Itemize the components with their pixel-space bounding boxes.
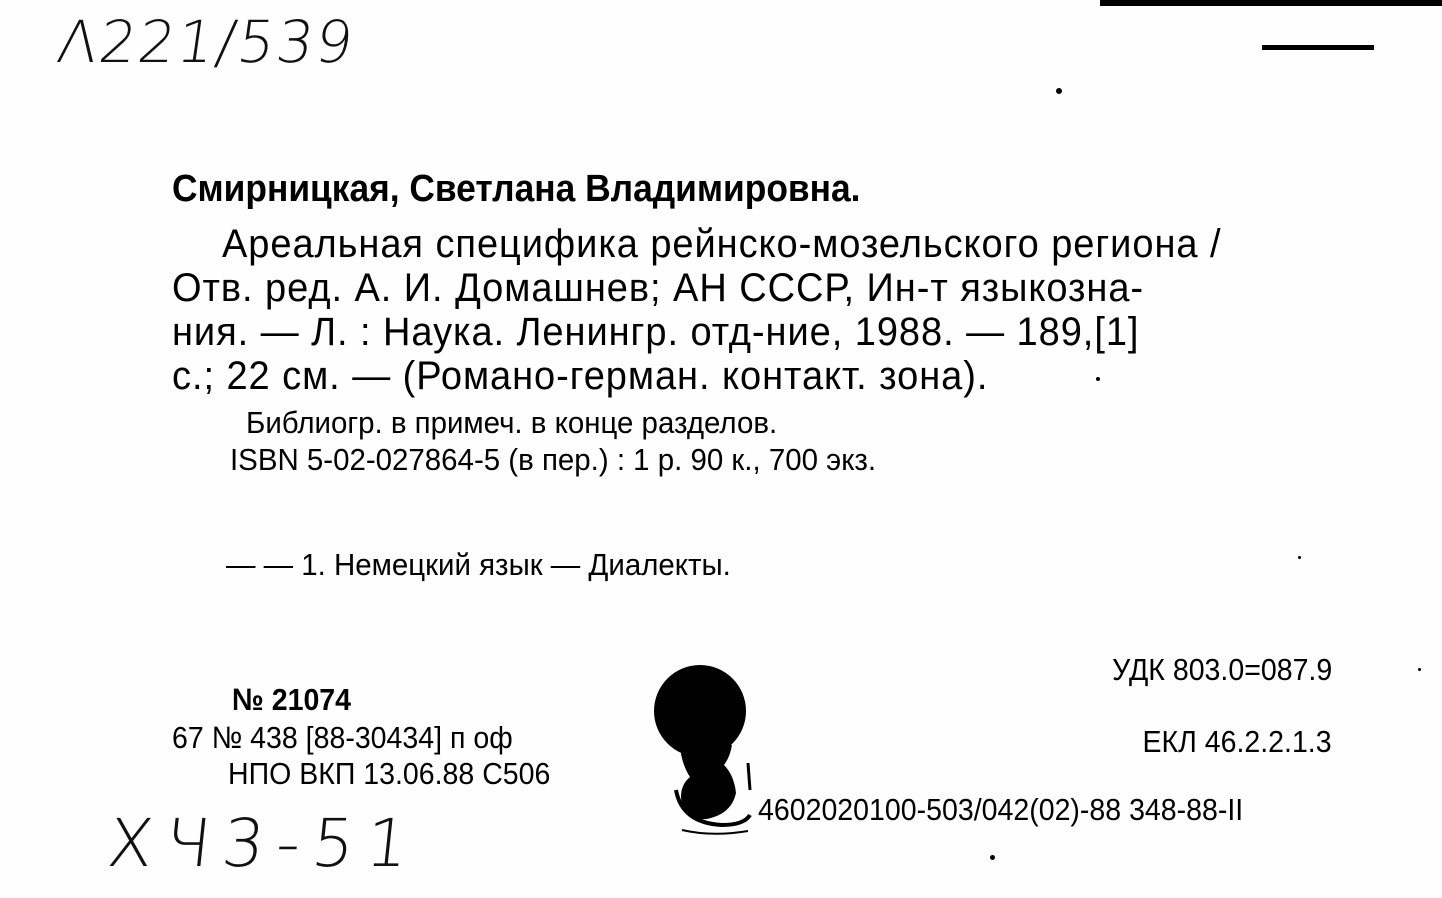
speck	[990, 855, 995, 860]
isbn-line: ISBN 5-02-027864-5 (в пер.) : 1 р. 90 к., 700 экз.	[230, 442, 877, 477]
catalog-code: 4602020100-503/042(02)-88 348-88-II	[758, 792, 1244, 827]
ekl-code: ЕКЛ 46.2.2.1.3	[1142, 724, 1332, 759]
title-line-4: с.; 22 см. — (Романо-герман. контакт. зона).	[172, 354, 989, 398]
top-edge-rule	[1100, 0, 1442, 6]
title-line-2: Отв. ред. А. И. Домашнев; АН СССР, Ин-т языкозна-	[172, 266, 1145, 310]
speck	[1298, 556, 1301, 559]
handwritten-code: ХЧ3-51	[103, 805, 425, 882]
speck	[1096, 377, 1100, 381]
bibliography-note: Библиогр. в примеч. в конце разделов.	[246, 405, 778, 440]
ink-stamp-blot	[652, 665, 762, 840]
handwritten-shelfmark: Λ221/539	[53, 8, 360, 76]
speck	[1056, 88, 1062, 94]
order-number: № 21074	[232, 682, 352, 717]
title-line-1: Ареальная специфика рейнско-мозельского региона /	[222, 222, 1222, 266]
udk-code: УДК 803.0=087.9	[1111, 652, 1332, 687]
title-line-3: ния. — Л. : Наука. Ленингр. отд-ние, 1988. — 189,[1]	[172, 310, 1140, 354]
top-right-rule	[1262, 45, 1374, 50]
publisher-line: НПО ВКП 13.06.88 С506	[228, 756, 551, 791]
print-line: 67 № 438 [88-30434] п оф	[172, 720, 513, 755]
subject-heading: — — 1. Немецкий язык — Диалекты.	[226, 547, 731, 582]
speck	[1418, 668, 1421, 671]
author-heading: Смирницкая, Светлана Владимировна.	[172, 168, 861, 210]
